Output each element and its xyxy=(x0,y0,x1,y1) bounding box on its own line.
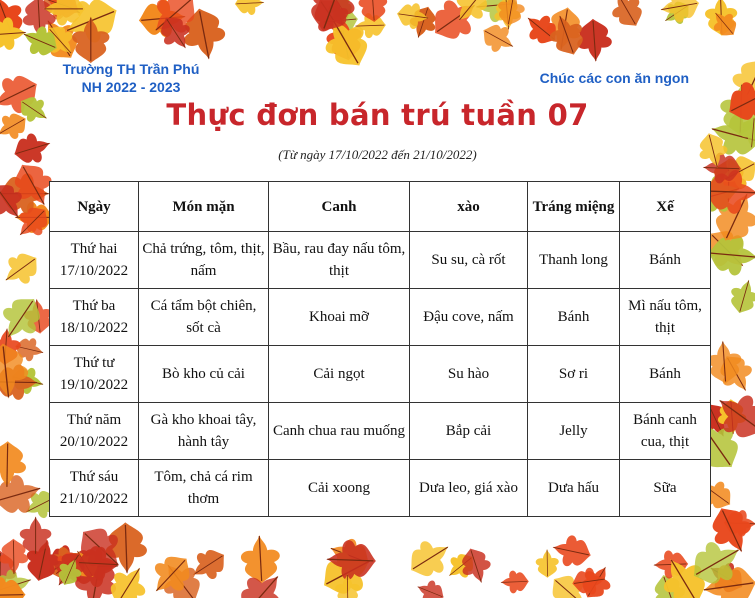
table-row xyxy=(50,460,711,517)
column-header-dessert: Tráng miệng xyxy=(528,182,620,232)
cell-stir-fry: Su hào xyxy=(410,346,528,403)
cell-snack: Sữa xyxy=(620,460,711,517)
school-info xyxy=(56,60,206,96)
cell-main-dish: Chả trứng, tôm, thịt, nấm xyxy=(139,232,269,289)
school-name: Trường TH Trần Phú xyxy=(62,61,200,77)
table-row xyxy=(50,289,711,346)
cell-main-dish: Tôm, chả cá rim thơm xyxy=(139,460,269,517)
leaf-shape xyxy=(234,0,265,16)
cell-day: Thứ năm 20/10/2022 xyxy=(50,403,139,460)
leaf-shape xyxy=(413,576,448,598)
cell-soup: Cải ngọt xyxy=(269,346,410,403)
cell-soup: Cải xoong xyxy=(269,460,410,517)
column-header-soup: Canh xyxy=(269,182,410,232)
cell-soup: Canh chua rau muống xyxy=(269,403,410,460)
cell-day: Thứ ba 18/10/2022 xyxy=(50,289,139,346)
cell-stir-fry: Đậu cove, nấm xyxy=(410,289,528,346)
cell-snack: Bánh canh cua, thịt xyxy=(620,403,711,460)
cell-stir-fry: Su su, cà rốt xyxy=(410,232,528,289)
table-row xyxy=(50,346,711,403)
cell-snack: Mì nấu tôm, thịt xyxy=(620,289,711,346)
cell-dessert: Bánh xyxy=(528,289,620,346)
greeting-text: Chúc các con ăn ngon xyxy=(539,70,689,86)
cell-main-dish: Gà kho khoai tây, hành tây xyxy=(139,403,269,460)
column-header-stir-fry: xào xyxy=(410,182,528,232)
leaf-shape xyxy=(0,245,45,293)
leaf-shape xyxy=(240,534,281,585)
cell-dessert: Sơ ri xyxy=(528,346,620,403)
leaf-shape xyxy=(495,0,527,28)
cell-stir-fry: Bắp cải xyxy=(410,403,528,460)
cell-soup: Khoai mỡ xyxy=(269,289,410,346)
leaf-shape xyxy=(402,531,458,585)
weekly-menu-table xyxy=(49,181,711,517)
leaf-shape xyxy=(477,18,520,59)
menu-title: Thực đơn bán trú tuần 07 xyxy=(166,98,589,132)
cell-soup: Bầu, rau đay nấu tôm, thịt xyxy=(269,232,410,289)
cell-main-dish: Bò kho củ cải xyxy=(139,346,269,403)
cell-dessert: Dưa hấu xyxy=(528,460,620,517)
column-header-day: Ngày xyxy=(50,182,139,232)
cell-snack: Bánh xyxy=(620,232,711,289)
date-range: (Từ ngày 17/10/2022 đến 21/10/2022) xyxy=(278,147,477,162)
cell-stir-fry: Dưa leo, giá xào xyxy=(410,460,528,517)
leaf-shape xyxy=(357,0,388,23)
cell-day: Thứ hai 17/10/2022 xyxy=(50,232,139,289)
cell-dessert: Jelly xyxy=(528,403,620,460)
leaf-shape xyxy=(536,549,560,578)
cell-dessert: Thanh long xyxy=(528,232,620,289)
column-header-snack: Xế xyxy=(620,182,711,232)
leaf-shape xyxy=(726,276,755,317)
table-row xyxy=(50,403,711,460)
cell-day: Thứ tư 19/10/2022 xyxy=(50,346,139,403)
cell-main-dish: Cá tẩm bột chiên, sốt cà xyxy=(139,289,269,346)
school-year: NH 2022 - 2023 xyxy=(81,79,181,95)
leaf-shape xyxy=(658,0,702,25)
leaf-shape xyxy=(500,570,529,594)
table-header-row xyxy=(50,182,711,232)
table-row xyxy=(50,232,711,289)
leaf-shape xyxy=(604,0,649,33)
cell-day: Thứ sáu 21/10/2022 xyxy=(50,460,139,517)
cell-snack: Bánh xyxy=(620,346,711,403)
column-header-main-dish: Món mặn xyxy=(139,182,269,232)
